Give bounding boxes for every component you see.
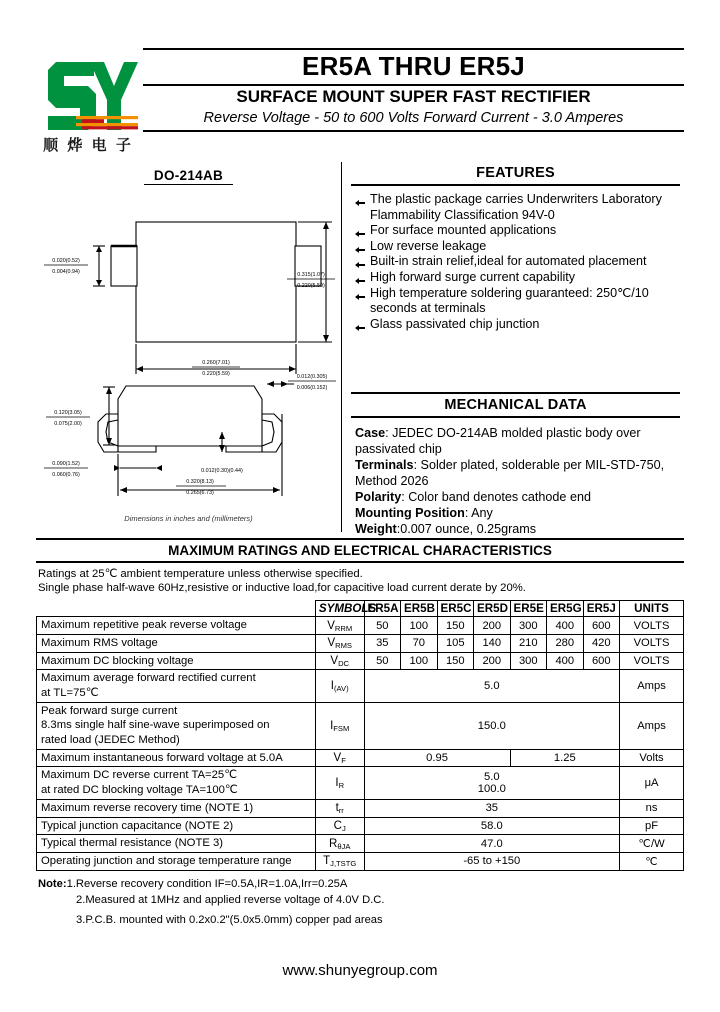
row-description-line: Typical junction capacitance (NOTE 2): [41, 819, 234, 832]
diamond-bullet-icon: [355, 243, 365, 251]
note-line-2: 2.Measured at 1MHz and applied reverse voltage of 4.0V D.C.: [76, 893, 385, 906]
feature-text: Glass passivated chip junction: [370, 316, 540, 331]
row-value: 200: [474, 652, 511, 670]
row-value: 50: [364, 617, 401, 635]
row-description: [37, 852, 316, 870]
row-value: 105: [437, 635, 474, 653]
features-section: [351, 162, 680, 332]
features-list: [355, 192, 680, 332]
dim-overall-length2: 0.265(6.73): [186, 490, 214, 496]
table-row: [37, 799, 684, 817]
mechanical-value: : Solder plated, solderable per MIL-STD-750,: [413, 458, 665, 473]
feature-item: [355, 270, 680, 286]
feature-item: [355, 239, 680, 255]
row-description: [37, 749, 316, 767]
ratings-section: [36, 538, 684, 928]
row-value-stacked: [364, 767, 620, 799]
table-row: [37, 617, 684, 635]
header-part-er5c: ER5C: [437, 601, 474, 617]
feature-text: Low reverse leakage: [370, 238, 487, 253]
row-description-line: 8.3ms single half sine-wave superimposed on: [41, 719, 270, 732]
diamond-bullet-icon: [355, 274, 365, 282]
header-part-er5d: ER5D: [474, 601, 511, 617]
row-value: 140: [474, 635, 511, 653]
row-units: VOLTS: [620, 617, 684, 635]
table-row: [37, 817, 684, 835]
row-value: 47.0: [364, 835, 620, 853]
row-description: [37, 767, 316, 799]
row-symbol: $R_{\theta JA}$: [315, 835, 364, 853]
row-description-line: Peak forward surge current: [41, 704, 178, 717]
header-units: UNITS: [620, 601, 684, 617]
dim-thickness: 0.012(0.305): [296, 374, 328, 380]
row-symbol: $V_{RRM}$: [315, 617, 364, 635]
features-rule: [351, 184, 680, 186]
row-value: -65 to +150: [364, 852, 620, 870]
mechanical-value: : Color band denotes cathode end: [401, 489, 591, 504]
features-heading: FEATURES: [476, 165, 555, 181]
row-description: [37, 670, 316, 702]
row-value: 420: [583, 635, 620, 653]
row-value: 300: [510, 652, 547, 670]
row-value: 600: [583, 652, 620, 670]
table-row: [37, 749, 684, 767]
row-description-line: Typical thermal resistance (NOTE 3): [41, 837, 224, 850]
row-value: 600: [583, 617, 620, 635]
row-units: Amps: [620, 670, 684, 702]
package-name: DO-214AB: [36, 162, 341, 183]
row-symbol: $C_J$: [315, 817, 364, 835]
note-line-1: [38, 876, 684, 892]
feature-text: For surface mounted applications: [370, 223, 557, 238]
mechanical-row: [355, 426, 680, 458]
mechanical-value: : JEDEC DO-214AB molded plastic body over passivated chip: [355, 426, 641, 457]
mechanical-row: [355, 490, 680, 506]
header-symbols: SYMBOLS: [315, 601, 364, 617]
row-description: [37, 635, 316, 653]
mechanical-rule-bottom: [351, 416, 680, 418]
header-part-er5j: ER5J: [583, 601, 620, 617]
header-rule-bottom: [143, 130, 684, 132]
table-row: [37, 835, 684, 853]
row-value: 150.0: [364, 702, 620, 749]
row-symbol: $t_{rr}$: [315, 799, 364, 817]
row-units: ns: [620, 799, 684, 817]
row-value: 100: [401, 617, 438, 635]
row-description: [37, 817, 316, 835]
row-symbol: $I_{(AV)}$: [315, 670, 364, 702]
mechanical-key: Weight: [355, 521, 397, 536]
row-symbol: $V_{DC}$: [315, 652, 364, 670]
mechanical-key: Case: [355, 426, 386, 441]
row-description-line: Maximum DC blocking voltage: [41, 654, 194, 667]
middle-section: [36, 162, 684, 536]
row-value: 100: [401, 652, 438, 670]
ratings-table-body: [37, 617, 684, 870]
row-symbol: $V_F$: [315, 749, 364, 767]
row-description-line: Maximum repetitive peak reverse voltage: [41, 619, 247, 632]
mechanical-row: [355, 506, 680, 522]
table-row: [37, 852, 684, 870]
page-spec-line: Reverse Voltage - 50 to 600 Volts Forward Current - 3.0 Amperes: [203, 109, 624, 126]
mechanical-heading: MECHANICAL DATA: [444, 397, 587, 414]
page-subtitle: SURFACE MOUNT SUPER FAST RECTIFIER: [236, 87, 591, 107]
row-value: 50: [364, 652, 401, 670]
feature-text: Built-in strain relief,ideal for automated placement: [370, 254, 647, 269]
dim-side-height: 0.120(3.05): [54, 410, 82, 416]
row-description-line: Maximum instantaneous forward voltage at 5.0A: [41, 751, 283, 764]
row-value: 35: [364, 799, 620, 817]
row-value: 280: [547, 635, 584, 653]
row-description-line: Maximum DC reverse current TA=25℃: [41, 769, 237, 782]
note-line-3: 3.P.C.B. mounted with 0.2x0.2"(5.0x5.0mm) copper pad areas: [76, 913, 383, 926]
note-1-text: 1.Reverse recovery condition IF=0.5A,IR=1.0A,Irr=0.25A: [66, 877, 348, 890]
feature-item: [355, 254, 680, 270]
dimension-note: Dimensions in inches and (millimeters): [124, 514, 253, 523]
logo-chinese-text: 顺 烨 电 子: [43, 136, 133, 154]
mechanical-row: [355, 474, 680, 490]
package-drawing-panel: [36, 162, 341, 532]
dim-body-len2: 0.220(5.59): [202, 371, 230, 377]
dim-body-width2: 0.220(5.59): [297, 283, 325, 289]
dim-foot-thickness: 0.012(0.30)(0.44): [201, 468, 243, 474]
row-value: 200: [474, 617, 511, 635]
row-symbol: $V_{RMS}$: [315, 635, 364, 653]
row-units: pF: [620, 817, 684, 835]
dim-thickness2: 0.006(0.152): [296, 385, 328, 391]
row-value-line: 5.0: [484, 771, 500, 784]
row-description: [37, 617, 316, 635]
row-units: Amps: [620, 702, 684, 749]
diamond-bullet-icon: [355, 196, 365, 204]
dim-lead-length2: 0.060(0.76): [52, 472, 80, 478]
row-symbol: $I_R$: [315, 767, 364, 799]
header-part-er5g: ER5G: [547, 601, 584, 617]
row-description-line: Maximum RMS voltage: [41, 637, 158, 650]
row-value: 400: [547, 617, 584, 635]
ratings-table: [36, 600, 684, 870]
table-row: [37, 670, 684, 702]
row-units: ℃: [620, 852, 684, 870]
mechanical-key: Polarity: [355, 489, 402, 504]
mechanical-value: : Any: [464, 505, 493, 520]
ratings-conditions: [36, 563, 684, 600]
page-header: [36, 48, 684, 158]
info-panel: [341, 162, 684, 536]
row-symbol: $T_{J,TSTG}$: [315, 852, 364, 870]
dim-body-width: 0.315(1.07): [297, 272, 325, 278]
dim-overall-length: 0.320(8.13): [186, 479, 214, 485]
feature-item: [355, 223, 680, 239]
mechanical-value: :0.007 ounce, 0.25grams: [396, 521, 537, 536]
header-titles: [143, 48, 684, 132]
header-part-er5e: ER5E: [510, 601, 547, 617]
row-value: 58.0: [364, 817, 620, 835]
mechanical-key: Terminals: [355, 458, 414, 473]
mechanical-value: Method 2026: [355, 474, 429, 489]
row-value: 0.95: [364, 749, 510, 767]
feature-item: [355, 286, 680, 317]
table-row: [37, 767, 684, 799]
table-row: [37, 652, 684, 670]
footer-url[interactable]: www.shunyegroup.com: [282, 962, 438, 979]
header-part-er5a: ER5A: [364, 601, 401, 617]
dim-top-width2: 0.004(0.94): [52, 269, 80, 275]
row-description: [37, 652, 316, 670]
row-value: 1.25: [510, 749, 620, 767]
company-logo: [36, 56, 140, 156]
mechanical-row: [355, 522, 680, 538]
feature-item: [355, 317, 680, 333]
row-units: μA: [620, 767, 684, 799]
diamond-bullet-icon: [355, 290, 365, 298]
table-row: [37, 635, 684, 653]
notes-section: [36, 871, 684, 929]
notes-label: Note:: [38, 877, 67, 890]
row-value: 210: [510, 635, 547, 653]
ratings-condition-line-2: Single phase half-wave 60Hz,resistive or inductive load,for capacitive load current derate by 20%.: [38, 582, 526, 595]
row-value: 150: [437, 652, 474, 670]
feature-text: High forward surge current capability: [370, 270, 576, 285]
header-part-er5b: ER5B: [401, 601, 438, 617]
feature-text: High temperature soldering guaranteed: 250℃/10 seconds at terminals: [370, 285, 649, 316]
row-units: VOLTS: [620, 652, 684, 670]
row-description: [37, 799, 316, 817]
row-description-line: Maximum average forward rectified current: [41, 672, 256, 685]
dim-lead-length: 0.090(1.52): [52, 461, 80, 467]
row-value: 150: [437, 617, 474, 635]
diamond-bullet-icon: [355, 227, 365, 235]
page-title: ER5A THRU ER5J: [302, 51, 525, 81]
feature-text: The plastic package carries Underwriters Laboratory Flammability Classification 94V-0: [370, 192, 662, 222]
diamond-bullet-icon: [355, 258, 365, 266]
mechanical-list: [355, 426, 680, 537]
diamond-bullet-icon: [355, 321, 365, 329]
row-description-line: Operating junction and storage temperature range: [41, 854, 292, 867]
logo-graphic: [36, 56, 140, 156]
mechanical-key: Mounting Position: [355, 505, 465, 520]
row-symbol: $I_{FSM}$: [315, 702, 364, 749]
header-blank: [37, 601, 316, 617]
row-description-line: Maximum reverse recovery time (NOTE 1): [41, 801, 254, 814]
dim-top-width: 0.020(0.52): [52, 258, 80, 264]
row-value: 70: [401, 635, 438, 653]
row-value: 300: [510, 617, 547, 635]
drawing-svg: [36, 184, 341, 532]
row-description: [37, 835, 316, 853]
row-value: 35: [364, 635, 401, 653]
row-description-line: rated load (JEDEC Method): [41, 734, 180, 747]
row-description-line: at rated DC blocking voltage TA=100℃: [41, 784, 238, 797]
mechanical-row: [355, 458, 680, 474]
package-dimension-drawing: [36, 184, 341, 532]
ratings-condition-line-1: Ratings at 25℃ ambient temperature unless otherwise specified.: [38, 568, 363, 580]
row-value: 5.0: [364, 670, 620, 702]
row-units: ℃/W: [620, 835, 684, 853]
ratings-title: MAXIMUM RATINGS AND ELECTRICAL CHARACTERISTICS: [168, 543, 552, 558]
row-value-line: 100.0: [477, 783, 506, 796]
table-row: [37, 702, 684, 749]
row-description-line: at TL=75℃: [41, 687, 99, 700]
row-units: Volts: [620, 749, 684, 767]
row-value: 400: [547, 652, 584, 670]
dim-side-height2: 0.075(2.00): [54, 421, 82, 427]
row-units: VOLTS: [620, 635, 684, 653]
table-header-row: [37, 601, 684, 617]
mechanical-section: [351, 392, 680, 537]
row-description: [37, 702, 316, 749]
dim-body-len: 0.260(7.01): [202, 360, 230, 366]
feature-item: [355, 192, 680, 223]
